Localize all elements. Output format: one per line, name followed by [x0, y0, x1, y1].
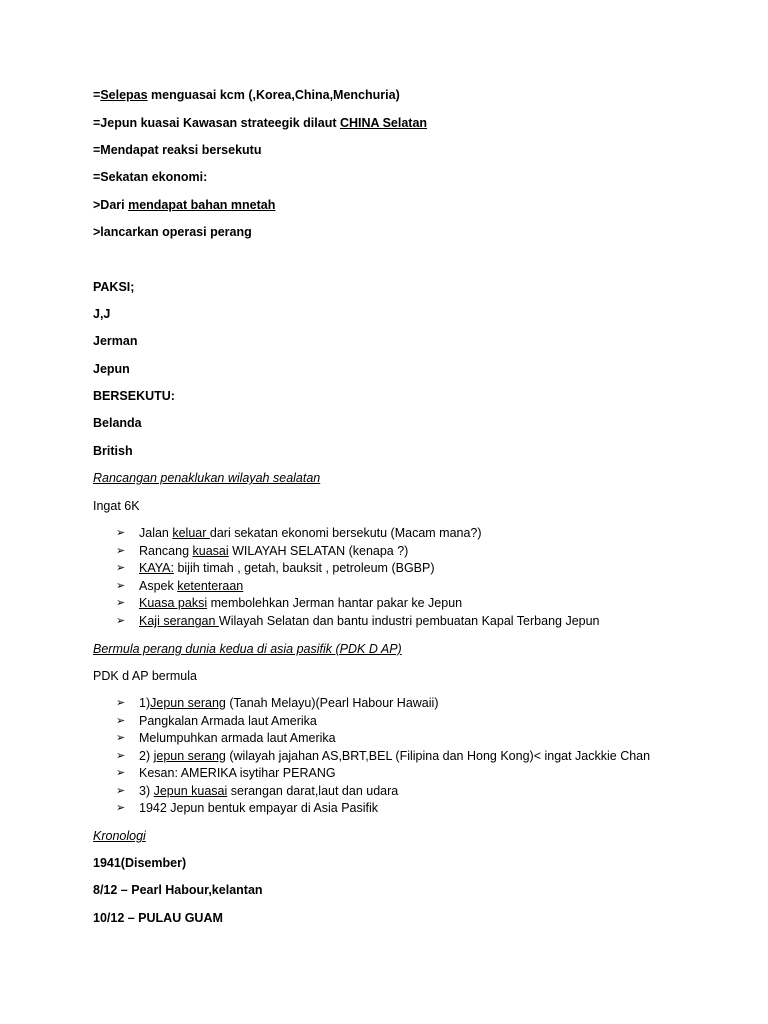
arrow-bullet-icon: ➢: [116, 785, 126, 797]
text-segment: Melumpuhkan armada laut Amerika: [139, 731, 336, 745]
line-jepun-kuasai: [93, 116, 427, 131]
arrow-bullet-icon: ➢: [116, 697, 126, 709]
text-segment: Aspek: [139, 579, 178, 593]
bersekutu-heading: BERSEKUTU:: [93, 389, 175, 403]
bersekutu-item: Belanda: [93, 416, 142, 430]
kronologi-entry: 10/12 – PULAU GUAM: [93, 911, 223, 925]
paksi-item: Jepun: [93, 362, 130, 376]
text-segment: 1): [139, 696, 151, 710]
line-dari: [93, 198, 275, 213]
bersekutu-item: British: [93, 444, 133, 458]
arrow-bullet-icon: ➢: [116, 750, 126, 762]
text-segment: Kesan: AMERIKA isytihar PERANG: [139, 766, 336, 780]
section1-title: Rancangan penaklukan wilayah sealatan: [93, 471, 321, 485]
line-reaksi: [93, 143, 261, 158]
underlined-text: kuasai: [192, 544, 229, 558]
underlined-text: Jepun kuasai: [153, 784, 228, 798]
section2-title: Bermula perang dunia kedua di asia pasifik (PDK D AP): [93, 642, 402, 656]
paksi-item: J,J: [93, 307, 111, 321]
text-segment: Rancang: [139, 544, 193, 558]
arrow-bullet-icon: ➢: [116, 802, 126, 814]
text-segment: Jalan: [139, 526, 173, 540]
text-segment: menguasai kcm (,Korea,China,Menchuria): [147, 88, 400, 102]
text-segment: 2): [139, 749, 154, 763]
underlined-text: Kuasa paksi: [139, 596, 208, 610]
underlined-text: jepun serang: [153, 749, 226, 763]
text-segment: =Mendapat reaksi bersekutu: [93, 143, 262, 157]
text-segment: =Sekatan ekonomi:: [93, 170, 208, 184]
text-segment: =: [93, 88, 101, 102]
text-segment: (Tanah Melayu)(Pearl Habour Hawaii): [225, 696, 439, 710]
underlined-text: mendapat bahan mnetah: [128, 198, 276, 212]
text-segment: >Dari: [93, 198, 129, 212]
arrow-bullet-icon: ➢: [116, 527, 126, 539]
underlined-text: Jepun serang: [150, 696, 226, 710]
kronologi-year: 1941(Disember): [93, 856, 187, 870]
kronologi-entry: 8/12 – Pearl Habour,kelantan: [93, 883, 263, 897]
paksi-heading: PAKSI;: [93, 280, 135, 294]
arrow-bullet-icon: ➢: [116, 545, 126, 557]
text-segment: bijih timah , getah, bauksit , petroleum (BGBP): [173, 561, 435, 575]
arrow-bullet-icon: ➢: [116, 732, 126, 744]
text-segment: membolehkan Jerman hantar pakar ke Jepun: [207, 596, 463, 610]
arrow-bullet-icon: ➢: [116, 597, 126, 609]
arrow-bullet-icon: ➢: [116, 767, 126, 779]
text-segment: Pangkalan Armada laut Amerika: [139, 714, 317, 728]
underlined-text: Selepas: [100, 88, 148, 102]
line-lancarkan: [93, 225, 252, 240]
line-selepas: [93, 88, 400, 103]
underlined-text: KAYA:: [139, 561, 174, 575]
underlined-text: Kaji serangan: [139, 614, 219, 628]
section1-subtitle: Ingat 6K: [93, 499, 140, 513]
text-segment: >lancarkan operasi perang: [93, 225, 252, 239]
arrow-bullet-icon: ➢: [116, 615, 126, 627]
text-segment: WILAYAH SELATAN (kenapa ?): [228, 544, 409, 558]
underlined-text: ketenteraan: [177, 579, 244, 593]
text-segment: 1942 Jepun bentuk empayar di Asia Pasifik: [139, 801, 379, 815]
text-segment: serangan darat,laut dan udara: [227, 784, 399, 798]
text-segment: (wilayah jajahan AS,BRT,BEL (Filipina dan Hong Kong)< ingat Jackkie Chan: [225, 749, 651, 763]
underlined-text: keluar: [172, 526, 210, 540]
section2-subtitle: PDK d AP bermula: [93, 669, 197, 683]
text-segment: dari sekatan ekonomi bersekutu (Macam mana?): [209, 526, 482, 540]
line-sekatan: [93, 170, 207, 185]
arrow-bullet-icon: ➢: [116, 715, 126, 727]
text-segment: 3): [139, 784, 154, 798]
text-segment: Wilayah Selatan dan bantu industri pembuatan Kapal Terbang Jepun: [218, 614, 600, 628]
paksi-item: Jerman: [93, 334, 138, 348]
arrow-bullet-icon: ➢: [116, 580, 126, 592]
underlined-text: CHINA Selatan: [339, 116, 428, 130]
arrow-bullet-icon: ➢: [116, 562, 126, 574]
kronologi-title: Kronologi: [93, 829, 146, 843]
text-segment: =Jepun kuasai Kawasan strateegik dilaut: [93, 116, 340, 130]
